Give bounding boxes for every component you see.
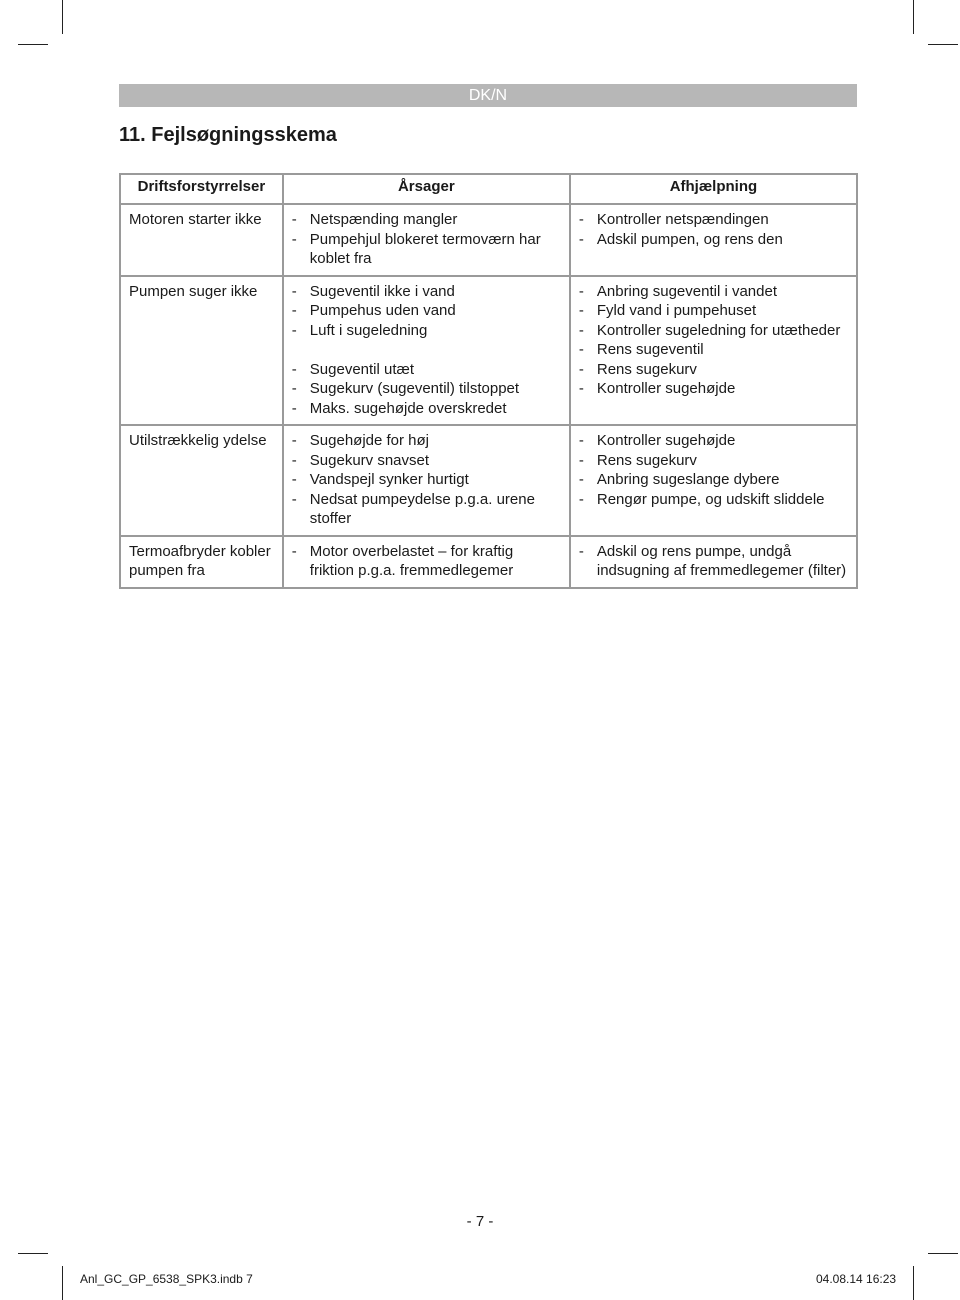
remedy-item-text: Kontroller netspændingen	[596, 211, 769, 228]
cause-item	[292, 360, 561, 380]
bullet-dash: -	[291, 302, 297, 319]
remedies-cell	[570, 536, 857, 588]
footer-file: Anl_GC_GP_6538_SPK3.indb 7	[80, 1272, 253, 1286]
remedies-cell	[570, 204, 857, 276]
remedy-item-text: Kontroller sugehøjde	[596, 432, 736, 449]
table-row	[120, 204, 857, 276]
remedy-item-text: Rens sugeventil	[596, 341, 704, 358]
crop-mark	[928, 44, 958, 45]
cause-item-text: Maks. sugehøjde overskredet	[309, 399, 507, 417]
column-header-causes: Årsager	[283, 174, 570, 204]
remedy-item-text: Kontroller sugeledning for utætheder	[596, 321, 841, 339]
table-row	[120, 425, 857, 536]
remedy-item	[579, 379, 848, 399]
table-header-row	[120, 174, 857, 204]
crop-mark	[913, 1266, 914, 1300]
bullet-dash: -	[578, 302, 584, 319]
remedy-item-text: Anbring sugeslange dybere	[596, 471, 780, 488]
fault-cell: Termoafbryder kobler pumpen fra	[120, 536, 283, 588]
bullet-dash: -	[291, 360, 297, 378]
cause-item	[292, 210, 561, 230]
bullet-dash: -	[578, 211, 584, 228]
fault-cell: Pumpen suger ikke	[120, 276, 283, 426]
causes-cell	[283, 425, 570, 536]
remedy-item-text: Rengør pumpe, og udskift sliddele	[596, 490, 825, 508]
crop-mark	[18, 1253, 48, 1254]
list-spacer	[292, 340, 561, 360]
remedy-item	[579, 470, 848, 490]
causes-cell	[283, 204, 570, 276]
cause-item	[292, 230, 561, 269]
crop-mark	[928, 1253, 958, 1254]
cause-item-text: Nedsat pumpeydelse p.g.a. urene stoffer	[309, 490, 535, 527]
bullet-dash: -	[291, 282, 297, 300]
bullet-dash: -	[578, 321, 584, 339]
bullet-dash: -	[291, 490, 297, 508]
section-title: 11. Fejlsøgningsskema	[119, 124, 337, 146]
remedy-item-text: Adskil og rens pumpe, undgå indsugning af fremmedlegemer (filter)	[596, 542, 847, 579]
cause-item-text: Luft i sugeledning	[309, 321, 428, 339]
bullet-dash: -	[291, 542, 297, 560]
cause-item-text: Sugehøjde for høj	[309, 432, 430, 449]
cause-item-text: Motor overbelastet – for kraftig friktion p.g.a. fremmedlegemer	[309, 542, 514, 579]
fault-cell: Utilstrækkelig ydelse	[120, 425, 283, 536]
remedy-item	[579, 451, 848, 471]
bullet-dash: -	[578, 360, 584, 378]
cause-item-text: Sugeventil ikke i vand	[309, 282, 455, 300]
cause-item	[292, 431, 561, 451]
remedy-item-text: Adskil pumpen, og rens den	[596, 230, 783, 248]
cause-item-text: Sugekurv (sugeventil) tilstoppet	[309, 380, 520, 397]
remedy-item	[579, 321, 848, 341]
cause-item	[292, 379, 561, 399]
bullet-dash: -	[578, 282, 584, 300]
table-row	[120, 536, 857, 588]
crop-mark	[62, 0, 63, 34]
causes-cell	[283, 536, 570, 588]
crop-mark	[62, 1266, 63, 1300]
language-label: DK/N	[468, 87, 508, 104]
remedy-item-text: Anbring sugeventil i vandet	[596, 282, 777, 300]
remedy-item	[579, 340, 848, 360]
cause-item	[292, 301, 561, 321]
table-row	[120, 276, 857, 426]
cause-item-text: Netspænding mangler	[309, 211, 458, 228]
remedy-item	[579, 301, 848, 321]
remedy-item	[579, 282, 848, 302]
fault-cell: Motoren starter ikke	[120, 204, 283, 276]
cause-item-text: Pumpehus uden vand	[309, 302, 456, 319]
cause-item	[292, 321, 561, 341]
language-header-bar	[119, 84, 857, 107]
remedy-item	[579, 490, 848, 510]
remedy-item	[579, 210, 848, 230]
bullet-dash: -	[578, 451, 584, 469]
cause-item-text: Sugekurv snavset	[309, 451, 430, 469]
causes-cell	[283, 276, 570, 426]
remedy-item-text: Rens sugekurv	[596, 360, 697, 378]
bullet-dash: -	[578, 230, 584, 248]
cause-item-text: Pumpehjul blokeret termoværn har koblet fra	[309, 230, 541, 267]
remedies-cell	[570, 425, 857, 536]
remedy-item-text: Rens sugekurv	[596, 451, 697, 469]
bullet-dash: -	[578, 432, 584, 449]
cause-item	[292, 542, 561, 581]
troubleshooting-table	[119, 173, 858, 589]
bullet-dash: -	[578, 380, 584, 397]
remedy-item-text: Fyld vand i pumpehuset	[596, 302, 757, 319]
footer-timestamp: 04.08.14 16:23	[816, 1272, 897, 1286]
bullet-dash: -	[291, 230, 297, 248]
cause-item	[292, 470, 561, 490]
bullet-dash: -	[291, 471, 297, 488]
cause-item	[292, 451, 561, 471]
cause-item-text: Sugeventil utæt	[309, 360, 415, 378]
remedy-item	[579, 542, 848, 581]
page-number: - 7 -	[466, 1213, 494, 1230]
bullet-dash: -	[291, 399, 297, 417]
bullet-dash: -	[578, 542, 584, 560]
remedy-item	[579, 360, 848, 380]
bullet-dash: -	[291, 321, 297, 339]
crop-mark	[913, 0, 914, 34]
remedy-item	[579, 431, 848, 451]
crop-mark	[18, 44, 48, 45]
column-header-remedies: Afhjælpning	[570, 174, 857, 204]
bullet-dash: -	[578, 490, 584, 508]
bullet-dash: -	[578, 471, 584, 488]
cause-item	[292, 399, 561, 419]
remedy-item-text: Kontroller sugehøjde	[596, 380, 736, 397]
bullet-dash: -	[578, 341, 584, 358]
cause-item	[292, 282, 561, 302]
bullet-dash: -	[291, 432, 297, 449]
bullet-dash: -	[291, 211, 297, 228]
remedies-cell	[570, 276, 857, 426]
bullet-dash: -	[291, 380, 297, 397]
column-header-fault: Driftsforstyrrelser	[120, 174, 283, 204]
bullet-dash: -	[291, 451, 297, 469]
cause-item	[292, 490, 561, 529]
cause-item-text: Vandspejl synker hurtigt	[309, 471, 469, 488]
remedy-item	[579, 230, 848, 250]
